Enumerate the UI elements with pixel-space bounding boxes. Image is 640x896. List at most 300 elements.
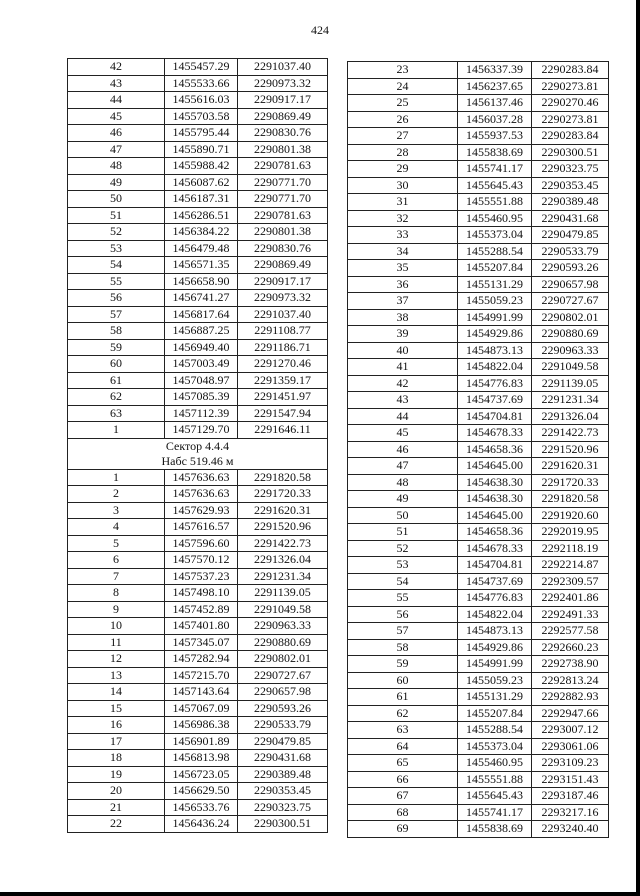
table-row: [348, 524, 609, 541]
point-number: 22: [68, 816, 165, 833]
x-coordinate: 1456187.31: [165, 191, 238, 208]
point-number: 47: [68, 141, 165, 158]
x-coordinate: 1454822.04: [458, 606, 532, 623]
x-coordinate: 1454645.00: [458, 458, 532, 475]
x-coordinate: 1456658.90: [165, 273, 238, 290]
table-row: [68, 535, 328, 552]
table-row: [348, 738, 609, 755]
table-row: [68, 469, 328, 486]
point-number: 49: [348, 491, 458, 508]
point-number: 36: [348, 276, 458, 293]
y-coordinate: 2293187.46: [532, 788, 609, 805]
table-row: [348, 359, 609, 376]
point-number: 55: [348, 590, 458, 607]
table-row: [348, 705, 609, 722]
table-row: [348, 722, 609, 739]
point-number: 21: [68, 799, 165, 816]
y-coordinate: 2290300.51: [532, 144, 609, 161]
table-row: [68, 766, 328, 783]
x-coordinate: 1455373.04: [458, 738, 532, 755]
y-coordinate: 2291520.96: [238, 519, 328, 536]
table-row: [348, 623, 609, 640]
x-coordinate: 1455533.66: [165, 75, 238, 92]
y-coordinate: 2291920.60: [532, 507, 609, 524]
x-coordinate: 1456817.64: [165, 306, 238, 323]
y-coordinate: 2290389.48: [532, 194, 609, 211]
table-row: [68, 207, 328, 224]
x-coordinate: 1457498.10: [165, 585, 238, 602]
table-row: [68, 257, 328, 274]
y-coordinate: 2290273.81: [532, 78, 609, 95]
y-coordinate: 2290533.79: [238, 717, 328, 734]
x-coordinate: 1457215.70: [165, 667, 238, 684]
x-coordinate: 1455890.71: [165, 141, 238, 158]
y-coordinate: 2290880.69: [238, 634, 328, 651]
table-row: [68, 306, 328, 323]
x-coordinate: 1456741.27: [165, 290, 238, 307]
y-coordinate: 2290801.38: [238, 224, 328, 241]
table-row: [348, 656, 609, 673]
x-coordinate: 1457282.94: [165, 651, 238, 668]
point-number: 63: [68, 405, 165, 422]
section-header-row: [68, 438, 328, 469]
y-coordinate: 2290727.67: [238, 667, 328, 684]
y-coordinate: 2291049.58: [238, 601, 328, 618]
point-number: 2: [68, 486, 165, 503]
x-coordinate: 1457636.63: [165, 469, 238, 486]
point-number: 56: [68, 290, 165, 307]
table-row: [348, 672, 609, 689]
point-number: 1: [68, 422, 165, 439]
x-coordinate: 1456479.48: [165, 240, 238, 257]
y-coordinate: 2290869.49: [238, 108, 328, 125]
point-number: 34: [348, 243, 458, 260]
point-number: 4: [68, 519, 165, 536]
point-number: 10: [68, 618, 165, 635]
x-coordinate: 1454776.83: [458, 375, 532, 392]
table-row: [68, 158, 328, 175]
y-coordinate: 2290963.33: [532, 342, 609, 359]
x-coordinate: 1456237.65: [458, 78, 532, 95]
y-coordinate: 2290431.68: [238, 750, 328, 767]
point-number: 61: [68, 372, 165, 389]
table-row: [68, 92, 328, 109]
table-row: [68, 191, 328, 208]
table-row: [68, 601, 328, 618]
point-number: 61: [348, 689, 458, 706]
section-header-cell: [68, 438, 328, 469]
point-number: 51: [68, 207, 165, 224]
x-coordinate: 1457143.64: [165, 684, 238, 701]
point-number: 17: [68, 733, 165, 750]
y-coordinate: 2291139.05: [238, 585, 328, 602]
x-coordinate: 1456901.89: [165, 733, 238, 750]
table-row: [68, 389, 328, 406]
x-coordinate: 1456137.46: [458, 95, 532, 112]
table-row: [68, 700, 328, 717]
x-coordinate: 1457003.49: [165, 356, 238, 373]
y-coordinate: 2292882.93: [532, 689, 609, 706]
y-coordinate: 2290593.26: [238, 700, 328, 717]
table-row: [68, 750, 328, 767]
table-row: [68, 405, 328, 422]
x-coordinate: 1454704.81: [458, 408, 532, 425]
page-number: 424: [311, 23, 329, 37]
point-number: 31: [348, 194, 458, 211]
y-coordinate: 2293109.23: [532, 755, 609, 772]
x-coordinate: 1455131.29: [458, 689, 532, 706]
x-coordinate: 1454873.13: [458, 623, 532, 640]
point-number: 50: [348, 507, 458, 524]
x-coordinate: 1454822.04: [458, 359, 532, 376]
table-row: [68, 717, 328, 734]
x-coordinate: 1457452.89: [165, 601, 238, 618]
point-number: 39: [348, 326, 458, 343]
point-number: 45: [68, 108, 165, 125]
point-number: 63: [348, 722, 458, 739]
table-row: [348, 458, 609, 475]
y-coordinate: 2290389.48: [238, 766, 328, 783]
table-row: [348, 392, 609, 409]
table-row: [68, 568, 328, 585]
point-number: 53: [348, 557, 458, 574]
table-row: [68, 323, 328, 340]
table-row: [348, 293, 609, 310]
y-coordinate: 2292309.57: [532, 573, 609, 590]
table-row: [68, 174, 328, 191]
y-coordinate: 2292947.66: [532, 705, 609, 722]
x-coordinate: 1455373.04: [458, 227, 532, 244]
y-coordinate: 2290353.45: [532, 177, 609, 194]
right-table-body: [348, 62, 609, 838]
point-number: 43: [68, 75, 165, 92]
x-coordinate: 1457129.70: [165, 422, 238, 439]
point-number: 54: [348, 573, 458, 590]
x-coordinate: 1454929.86: [458, 639, 532, 656]
table-row: [348, 177, 609, 194]
y-coordinate: 2290270.46: [532, 95, 609, 112]
table-row: [348, 95, 609, 112]
x-coordinate: 1454638.30: [458, 474, 532, 491]
y-coordinate: 2292214.87: [532, 557, 609, 574]
table-row: [68, 816, 328, 833]
point-number: 33: [348, 227, 458, 244]
point-number: 46: [348, 441, 458, 458]
y-coordinate: 2291359.17: [238, 372, 328, 389]
table-row: [348, 144, 609, 161]
table-row: [348, 342, 609, 359]
y-coordinate: 2290802.01: [238, 651, 328, 668]
y-coordinate: 2290781.63: [238, 158, 328, 175]
x-coordinate: 1456949.40: [165, 339, 238, 356]
x-coordinate: 1454645.00: [458, 507, 532, 524]
table-row: [348, 639, 609, 656]
section-title: Сектор 4.4.4: [165, 438, 230, 453]
point-number: 8: [68, 585, 165, 602]
table-row: [68, 240, 328, 257]
y-coordinate: 2292491.33: [532, 606, 609, 623]
table-row: [68, 502, 328, 519]
x-coordinate: 1454776.83: [458, 590, 532, 607]
y-coordinate: 2291270.46: [238, 356, 328, 373]
point-number: 37: [348, 293, 458, 310]
y-coordinate: 2290323.75: [238, 799, 328, 816]
point-number: 50: [68, 191, 165, 208]
point-number: 52: [68, 224, 165, 241]
y-coordinate: 2292577.58: [532, 623, 609, 640]
x-coordinate: 1457596.60: [165, 535, 238, 552]
x-coordinate: 1457085.39: [165, 389, 238, 406]
x-coordinate: 1454991.99: [458, 309, 532, 326]
y-coordinate: 2291422.73: [238, 535, 328, 552]
point-number: 15: [68, 700, 165, 717]
x-coordinate: 1457616.57: [165, 519, 238, 536]
point-number: 67: [348, 788, 458, 805]
point-number: 55: [68, 273, 165, 290]
x-coordinate: 1455795.44: [165, 125, 238, 142]
table-row: [348, 474, 609, 491]
table-row: [68, 684, 328, 701]
y-coordinate: 2293151.43: [532, 771, 609, 788]
table-row: [68, 224, 328, 241]
y-coordinate: 2291049.58: [532, 359, 609, 376]
y-coordinate: 2290353.45: [238, 783, 328, 800]
table-row: [348, 491, 609, 508]
table-row: [348, 243, 609, 260]
table-row: [348, 78, 609, 95]
table-row: [68, 783, 328, 800]
y-coordinate: 2290727.67: [532, 293, 609, 310]
y-coordinate: 2291820.58: [532, 491, 609, 508]
table-row: [68, 585, 328, 602]
point-number: 48: [68, 158, 165, 175]
point-number: 60: [68, 356, 165, 373]
table-row: [68, 651, 328, 668]
y-coordinate: 2290802.01: [532, 309, 609, 326]
y-coordinate: 2291108.77: [238, 323, 328, 340]
x-coordinate: 1456571.35: [165, 257, 238, 274]
table-row: [68, 372, 328, 389]
x-coordinate: 1455288.54: [458, 722, 532, 739]
x-coordinate: 1454678.33: [458, 540, 532, 557]
point-number: 59: [348, 656, 458, 673]
x-coordinate: 1456286.51: [165, 207, 238, 224]
table-row: [348, 425, 609, 442]
x-coordinate: 1455460.95: [458, 755, 532, 772]
y-coordinate: 2291547.94: [238, 405, 328, 422]
y-coordinate: 2290479.85: [238, 733, 328, 750]
x-coordinate: 1455457.29: [165, 59, 238, 76]
point-number: 45: [348, 425, 458, 442]
point-number: 65: [348, 755, 458, 772]
x-coordinate: 1454929.86: [458, 326, 532, 343]
table-row: [348, 111, 609, 128]
point-number: 19: [68, 766, 165, 783]
table-row: [68, 667, 328, 684]
y-coordinate: 2291326.04: [532, 408, 609, 425]
x-coordinate: 1454658.36: [458, 524, 532, 541]
y-coordinate: 2291646.11: [238, 422, 328, 439]
x-coordinate: 1455207.84: [458, 705, 532, 722]
x-coordinate: 1455838.69: [458, 821, 532, 838]
point-number: 18: [68, 750, 165, 767]
x-coordinate: 1455937.53: [458, 128, 532, 145]
point-number: 23: [348, 62, 458, 79]
point-number: 60: [348, 672, 458, 689]
point-number: 44: [348, 408, 458, 425]
y-coordinate: 2290781.63: [238, 207, 328, 224]
point-number: 20: [68, 783, 165, 800]
x-coordinate: 1456436.24: [165, 816, 238, 833]
x-coordinate: 1454991.99: [458, 656, 532, 673]
y-coordinate: 2290963.33: [238, 618, 328, 635]
point-number: 26: [348, 111, 458, 128]
coordinates-table-right: [347, 61, 609, 838]
x-coordinate: 1455131.29: [458, 276, 532, 293]
point-number: 9: [68, 601, 165, 618]
x-coordinate: 1455207.84: [458, 260, 532, 277]
table-row: [68, 519, 328, 536]
point-number: 16: [68, 717, 165, 734]
point-number: 32: [348, 210, 458, 227]
point-number: 13: [68, 667, 165, 684]
point-number: 11: [68, 634, 165, 651]
left-table-body-upper: [68, 59, 328, 439]
x-coordinate: 1457570.12: [165, 552, 238, 569]
x-coordinate: 1456629.50: [165, 783, 238, 800]
table-row: [348, 260, 609, 277]
table-row: [68, 486, 328, 503]
point-number: 62: [348, 705, 458, 722]
point-number: 30: [348, 177, 458, 194]
y-coordinate: 2292118.19: [532, 540, 609, 557]
point-number: 28: [348, 144, 458, 161]
y-coordinate: 2290771.70: [238, 191, 328, 208]
point-number: 58: [68, 323, 165, 340]
table-row: [348, 689, 609, 706]
table-row: [348, 161, 609, 178]
point-number: 40: [348, 342, 458, 359]
point-number: 43: [348, 392, 458, 409]
x-coordinate: 1454638.30: [458, 491, 532, 508]
point-number: 57: [68, 306, 165, 323]
point-number: 44: [68, 92, 165, 109]
point-number: 66: [348, 771, 458, 788]
table-row: [348, 804, 609, 821]
y-coordinate: 2290283.84: [532, 62, 609, 79]
table-row: [348, 62, 609, 79]
table-row: [348, 276, 609, 293]
table-row: [348, 309, 609, 326]
y-coordinate: 2291326.04: [238, 552, 328, 569]
y-coordinate: 2290323.75: [532, 161, 609, 178]
x-coordinate: 1454704.81: [458, 557, 532, 574]
y-coordinate: 2290593.26: [532, 260, 609, 277]
point-number: 59: [68, 339, 165, 356]
y-coordinate: 2290479.85: [532, 227, 609, 244]
y-coordinate: 2291139.05: [532, 375, 609, 392]
point-number: 57: [348, 623, 458, 640]
point-number: 24: [348, 78, 458, 95]
point-number: 35: [348, 260, 458, 277]
table-row: [68, 356, 328, 373]
y-coordinate: 2292738.90: [532, 656, 609, 673]
x-coordinate: 1457629.93: [165, 502, 238, 519]
point-number: 25: [348, 95, 458, 112]
point-number: 6: [68, 552, 165, 569]
table-row: [348, 771, 609, 788]
point-number: 56: [348, 606, 458, 623]
y-coordinate: 2290880.69: [532, 326, 609, 343]
x-coordinate: 1456533.76: [165, 799, 238, 816]
y-coordinate: 2291037.40: [238, 306, 328, 323]
point-number: 27: [348, 128, 458, 145]
y-coordinate: 2290273.81: [532, 111, 609, 128]
x-coordinate: 1456887.25: [165, 323, 238, 340]
table-row: [68, 75, 328, 92]
x-coordinate: 1454737.69: [458, 392, 532, 409]
x-coordinate: 1454873.13: [458, 342, 532, 359]
table-row: [348, 540, 609, 557]
section-subtitle: Набс 519.46 м: [161, 453, 234, 468]
table-row: [68, 552, 328, 569]
x-coordinate: 1457537.23: [165, 568, 238, 585]
point-number: 54: [68, 257, 165, 274]
point-number: 51: [348, 524, 458, 541]
table-row: [348, 227, 609, 244]
x-coordinate: 1456337.39: [458, 62, 532, 79]
table-row: [68, 339, 328, 356]
y-coordinate: 2290657.98: [532, 276, 609, 293]
point-number: 29: [348, 161, 458, 178]
point-number: 64: [348, 738, 458, 755]
table-row: [68, 59, 328, 76]
x-coordinate: 1455741.17: [458, 804, 532, 821]
y-coordinate: 2292401.86: [532, 590, 609, 607]
table-row: [68, 799, 328, 816]
y-coordinate: 2291231.34: [238, 568, 328, 585]
y-coordinate: 2293061.06: [532, 738, 609, 755]
x-coordinate: 1455059.23: [458, 672, 532, 689]
table-row: [348, 821, 609, 838]
table-row: [348, 507, 609, 524]
table-row: [348, 210, 609, 227]
y-coordinate: 2293217.16: [532, 804, 609, 821]
x-coordinate: 1455703.58: [165, 108, 238, 125]
point-number: 38: [348, 309, 458, 326]
point-number: 12: [68, 651, 165, 668]
point-number: 41: [348, 359, 458, 376]
x-coordinate: 1454658.36: [458, 441, 532, 458]
table-row: [68, 290, 328, 307]
y-coordinate: 2291422.73: [532, 425, 609, 442]
y-coordinate: 2290771.70: [238, 174, 328, 191]
x-coordinate: 1457112.39: [165, 405, 238, 422]
x-coordinate: 1457345.07: [165, 634, 238, 651]
point-number: 5: [68, 535, 165, 552]
x-coordinate: 1455741.17: [458, 161, 532, 178]
point-number: 14: [68, 684, 165, 701]
y-coordinate: 2292019.95: [532, 524, 609, 541]
table-row: [348, 194, 609, 211]
point-number: 42: [348, 375, 458, 392]
table-row: [68, 273, 328, 290]
y-coordinate: 2291720.33: [238, 486, 328, 503]
table-row: [348, 441, 609, 458]
point-number: 3: [68, 502, 165, 519]
table-row: [68, 634, 328, 651]
y-coordinate: 2291720.33: [532, 474, 609, 491]
